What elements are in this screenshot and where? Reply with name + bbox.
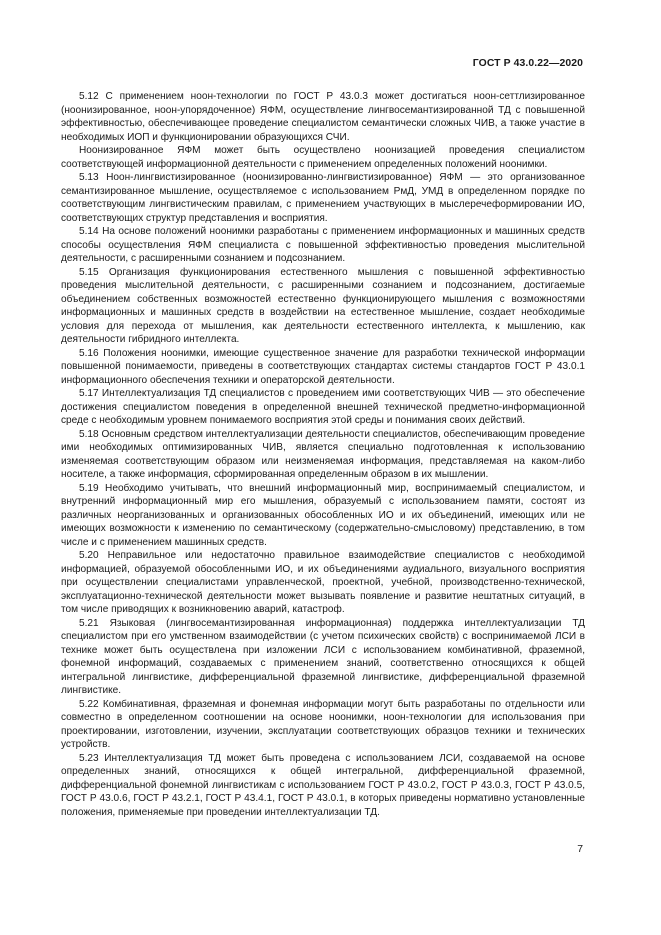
paragraph-5-12: 5.12 С применением ноон-технологии по ГОСТ Р 43.0.3 может достигаться ноон-сеттлизированное (ноонизированное, ноон-упорядоченное) ЯФМ, осуществление лингвосемантизированной ТД с повышенной эффективностью, обеспечивающее проведение специалистом семантически сложных ЧИВ, а также участие в необходимых ИОП и функционировании образующихся СЧИ.	[61, 91, 585, 143]
paragraph-5-17: 5.17 Интеллектуализация ТД специалистов с проведением ими соответствующих ЧИВ — это обеспечение достижения специалистом поведения в определенной внешней технической предметно-информационной среде с необходимым уровнем понимаемого восприятия этой среды и понимания своих действий.	[61, 388, 585, 426]
paragraph-5-12-note: Ноонизированное ЯФМ может быть осуществлено ноонизацией проведения специалистом соответствующей информационной деятельности с применением определенных положений ноонимки.	[61, 145, 585, 170]
paragraph-5-16: 5.16 Положения ноонимки, имеющие существенное значение для разработки технической информации повышенной понимаемости, приведены в соответствующих стандартах системы стандартов ГОСТ Р 43.0.1 информационного обеспечения техники и операторской деятельности.	[61, 347, 585, 386]
paragraph-5-15: 5.15 Организация функционирования естественного мышления с повышенной эффективностью проведения мыслительной деятельности, с расширенными сознанием и подсознанием, достигаемые объединением собственных возможностей естественно функционирующего мышления с возможностями информационных и машинных средств в воздействии на естественное мышление, создает необходимые условия для перехода от мышления, как деятельности естественного интеллекта, к мышлению, как деятельности гибридного интеллекта.	[61, 266, 585, 345]
paragraph-5-13: 5.13 Ноон-лингвистизированное (ноонизированно-лингвистизированное) ЯФМ — это организованное семантизированное мышление, осуществляемое с использованием РмД, УМД в определенном порядке по соответствующим лингвистическим правилам, с применением участвующих в мыслеречеформировании ИО, соответствующих структур представления и восприятия.	[61, 172, 585, 224]
paragraph-5-19: 5.19 Необходимо учитывать, что внешний информационный мир, воспринимаемый специалистом, и внутренний информационный мир его мышления, образуемый с использованием памяти, состоят из различных неорганизованных и организованных обособленных ИО и их объединений, имеющих или не имеющих возможности к изменению по семантическому (содержательно-смысловому) представлению, в том числе и с применением машинных средств.	[61, 482, 585, 548]
standard-identifier: ГОСТ Р 43.0.22—2020	[472, 58, 583, 69]
paragraph-5-20: 5.20 Неправильное или недостаточно правильное взаимодействие специалистов с необходимой информацией, образуемой обособленными ИО, и их объединениями аудиального, визуального восприятия при осуществлении специалистами управленческой, проектной, учебной, производственно-технической, эксплуатационно-технической деятельности может вызывать появление и развитие нештатных ситуаций, в том числе приводящих к возникновению аварий, катастроф.	[61, 550, 585, 615]
body-text	[61, 90, 585, 819]
paragraph-5-14: 5.14 На основе положений ноонимки разработаны с применением информационных и машинных средств способы осуществления ЯФМ специалиста с повышенной эффективностью проведения мыслительной деятельности, с расширенными сознанием и подсознанием.	[61, 226, 585, 264]
paragraph-5-18: 5.18 Основным средством интеллектуализации деятельности специалистов, обеспечивающим проведение ими необходимых оптимизированных ЧИВ, является специально подготовленная к использованию изменяемая соответствующим образом или неизменяемая информация, представляемая на каком-либо носителе, а также информация, сформированная определенным образом в их мышлении.	[61, 428, 585, 480]
paragraph-5-23: 5.23 Интеллектуализация ТД может быть проведена с использованием ЛСИ, создаваемой на основе определенных знаний, относящихся к общей интегральной, дифференциальной фраземной, дифференциальной фонемной лингвистикам с использованием ГОСТ Р 43.0.2, ГОСТ Р 43.0.3, ГОСТ Р 43.0.5, ГОСТ Р 43.0.6, ГОСТ Р 43.2.1, ГОСТ Р 43.4.1, ГОСТ Р 43.0.1, в которых приведены нормативно установленные положения, применяемые при проведении интеллектуализации ТД.	[61, 752, 585, 818]
paragraph-5-22: 5.22 Комбинативная, фраземная и фонемная информации могут быть разработаны по отдельности или совместно в определенном соотношении на основе ноонимки, ноон-технологии для использования при проектировании, изготовлении, изучении, эксплуатации соответствующих образцов техники и технических устройств.	[61, 698, 585, 750]
page-number: 7	[577, 844, 583, 855]
paragraph-5-21: 5.21 Языковая (лингвосемантизированная информационная) поддержка интеллектуализации ТД специалистом при его умственном взаимодействии (с учетом психических свойств) с воспринимаемой ЛСИ в технике может быть осуществлена при изложении ЛСИ с использованием комбинативной, фраземной, фонемной информаций, создаваемых с применением знаний, соответственно относящихся к общей интегральной лингвистике, дифференциальной фраземной лингвистике, дифференциальной фраземной лингвистике.	[61, 617, 585, 696]
